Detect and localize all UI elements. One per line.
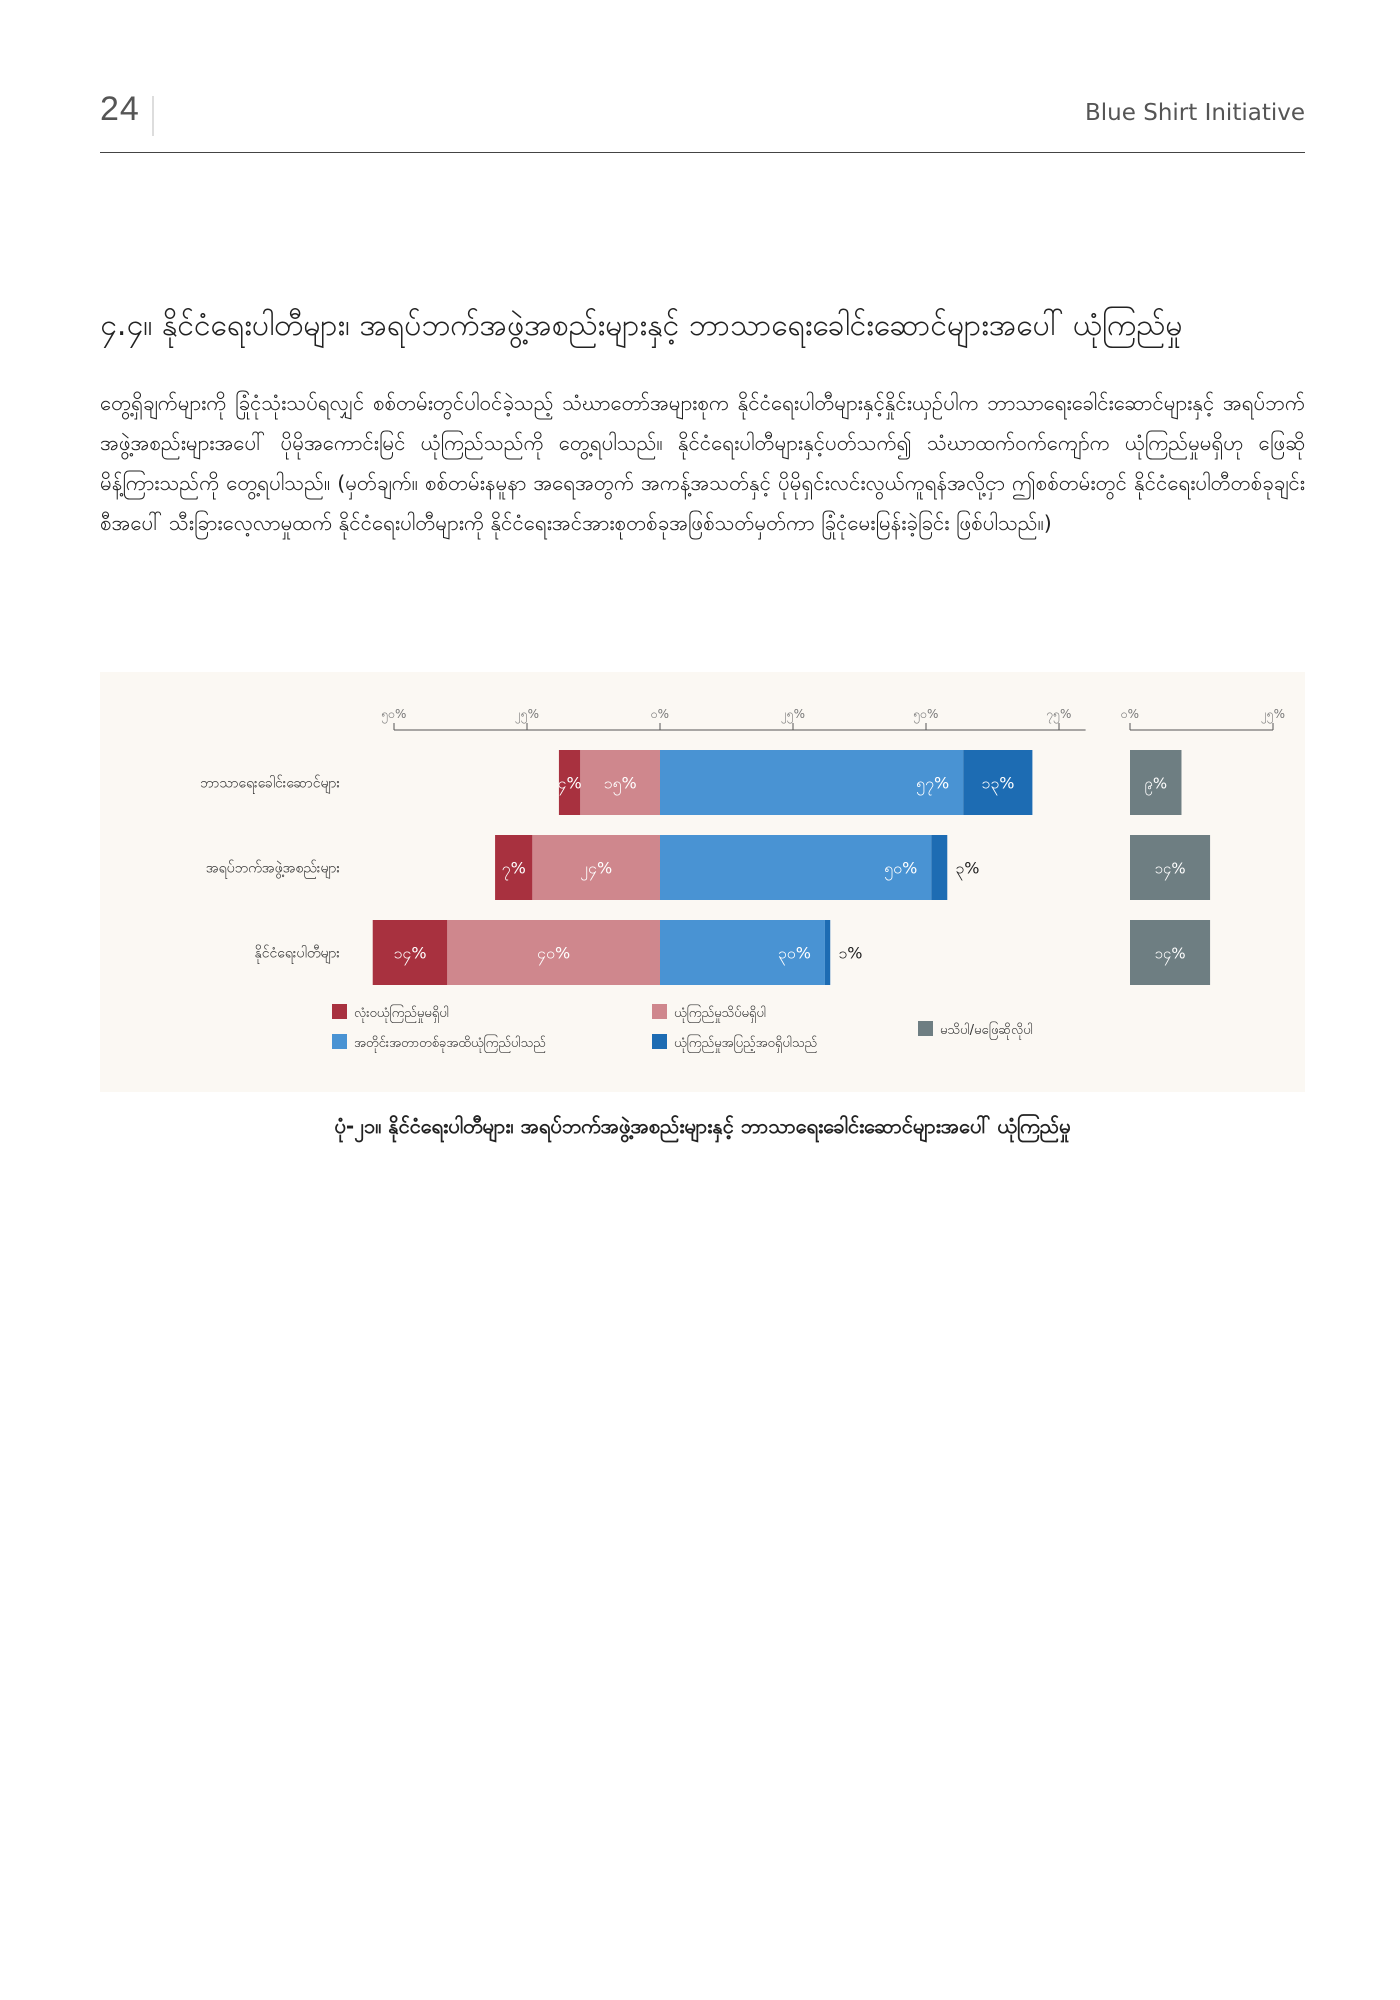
- main-axis-tick-label: ၇၅%: [1046, 707, 1072, 721]
- chart-canvas: [100, 672, 1305, 1092]
- data-label: ၁%: [838, 943, 863, 963]
- legend-label: ယုံကြည်မှုသိပ်မရှိပါ: [674, 1006, 767, 1021]
- legend-label: လုံးဝယုံကြည်မှုမရှိပါ: [354, 1006, 449, 1021]
- category-label: နိုင်ငံရေးပါတီများ: [254, 945, 340, 962]
- bar-full-trust: [931, 835, 947, 900]
- data-label: ၃%: [955, 858, 980, 878]
- category-label: အရပ်ဘက်အဖွဲ့အစည်းများ: [205, 860, 340, 877]
- main-axis-tick-label: ၅၀%: [913, 707, 939, 721]
- legend-swatch: [332, 1004, 347, 1019]
- side-axis-tick-label: ၂၅%: [1260, 707, 1286, 721]
- legend-swatch: [918, 1021, 933, 1036]
- data-label: ၅၇%: [916, 773, 950, 793]
- legend-label: ယုံကြည်မှုအပြည့်အဝရှိပါသည်: [674, 1036, 818, 1051]
- organization-name: Blue Shirt Initiative: [1085, 100, 1305, 126]
- main-axis-tick-label: ၂၅%: [514, 707, 540, 721]
- legend-swatch: [652, 1034, 667, 1049]
- data-label: ၁၃%: [981, 773, 1015, 793]
- legend-label: အတိုင်းအတာတစ်ခုအထိယုံကြည်ပါသည်: [354, 1036, 546, 1051]
- page-number: 24: [100, 90, 140, 128]
- trust-chart: [100, 672, 1305, 1092]
- main-axis-tick-label: ၅၀%: [381, 707, 407, 721]
- data-label: ၁၅%: [603, 773, 637, 793]
- data-label: ၄%: [557, 773, 582, 793]
- legend-label: မသိပါ/မဖြေဆိုလိုပါ: [940, 1023, 1033, 1038]
- figure-caption: ပုံ-၂၁။ နိုင်ငံရေးပါတီများ၊ အရပ်ဘက်အဖွဲ့အစည်းများနှင့် ဘာသာရေးခေါင်းဆောင်များအပေါ် ယုံကြည်မှု: [334, 1114, 1071, 1138]
- page-header: [100, 90, 1305, 153]
- data-label: ၁၄%: [1154, 944, 1186, 963]
- data-label: ၄၀%: [536, 943, 571, 963]
- section-title: ၄.၄။ နိုင်ငံရေးပါတီများ၊ အရပ်ဘက်အဖွဲ့အစည်းများနှင့် ဘာသာရေးခေါင်းဆောင်များအပေါ် ယုံကြည်မှု: [100, 308, 1183, 343]
- main-axis-tick-label: ၀%: [650, 707, 670, 721]
- legend-swatch: [652, 1004, 667, 1019]
- data-label: ၁၄%: [1154, 859, 1186, 878]
- main-axis-tick-label: ၂၅%: [780, 707, 806, 721]
- side-axis-tick-label: ၀%: [1120, 707, 1140, 721]
- category-label: ဘာသာရေးခေါင်းဆောင်များ: [199, 775, 340, 792]
- header-divider: [152, 96, 154, 136]
- data-label: ၅၀%: [884, 858, 918, 878]
- body-paragraph: တွေ့ရှိချက်များကို ခြုံငုံသုံးသပ်ရလျှင် စစ်တမ်းတွင်ပါဝင်ခဲ့သည့် သံဃာတော်အများစုက နိုင်ငံရေးပါတီများနှင့်နှိုင်းယှဉ်ပါက ဘာသာရေးခေါင်းဆောင်များနှင့် အရပ်ဘက်အဖွဲ့အစည်းများအပေါ် ပိုမိုအကောင်းမြင် ယုံကြည်သည်ကို တွေ့ရပါသည်။ နိုင်ငံရေးပါတီများနှင့်ပတ်သက်၍ သံဃာထက်ဝက်ကျော်က ယုံကြည်မှုမရှိဟု ဖြေဆိုမိန့်ကြားသည်ကို တွေ့ရပါသည်။ (မှတ်ချက်။ စစ်တမ်းနမူနာ အရေအတွက် အကန့်အသတ်နှင့် ပိုမိုရှင်းလင်းလွယ်ကူရန်အလို့ငှာ ဤစစ်တမ်းတွင် နိုင်ငံရေးပါတီတစ်ခုချင်းစီအပေါ် သီးခြားလေ့လာမှုထက် နိုင်ငံရေးပါတီများကို နိုင်ငံရေးအင်အားစုတစ်ခုအဖြစ်သတ်မှတ်ကာ ခြုံငုံမေးမြန်းခဲ့ခြင်း ဖြစ်ပါသည်။): [100, 391, 1305, 535]
- data-label: ၁၄%: [393, 943, 427, 963]
- legend-swatch: [332, 1034, 347, 1049]
- data-label: ၃၀%: [777, 943, 811, 963]
- data-label: ၂၄%: [580, 858, 613, 878]
- data-label: ၇%: [501, 858, 526, 878]
- bar-full-trust: [825, 920, 830, 985]
- data-label: ၉%: [1144, 774, 1168, 793]
